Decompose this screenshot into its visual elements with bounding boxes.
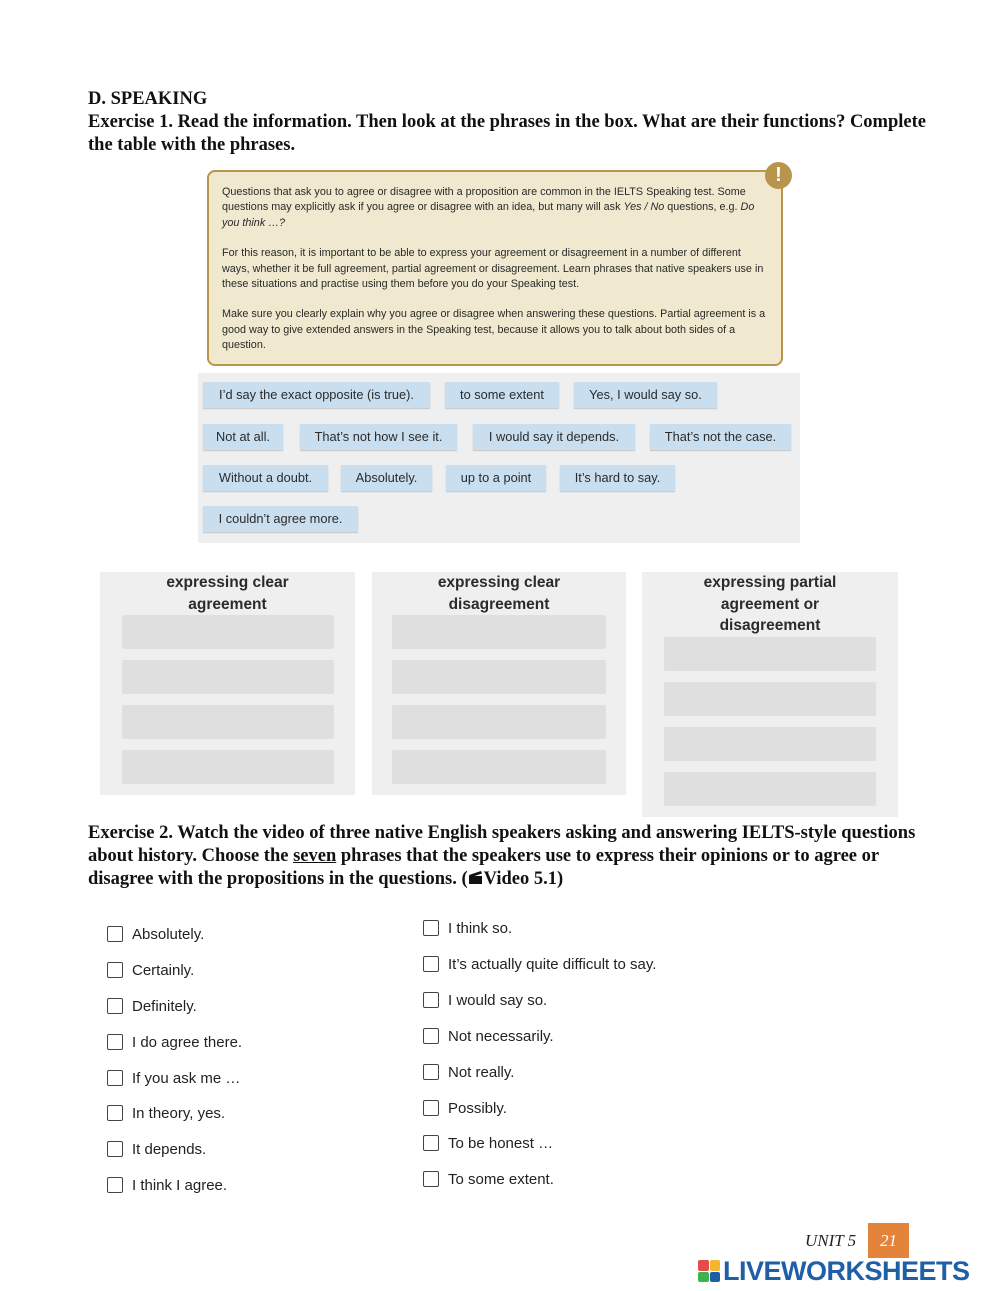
checkbox[interactable] — [423, 1100, 439, 1116]
phrase-chip[interactable]: Yes, I would say so. — [574, 382, 717, 408]
option-checkbox[interactable]: Possibly. — [423, 1097, 507, 1119]
drop-slot[interactable] — [664, 682, 876, 716]
checkbox[interactable] — [107, 962, 123, 978]
checkbox[interactable] — [107, 1070, 123, 1086]
option-checkbox[interactable]: It’s actually quite difficult to say. — [423, 953, 656, 975]
checkbox[interactable] — [107, 998, 123, 1014]
checkbox[interactable] — [107, 1141, 123, 1157]
page-number-badge: 21 — [868, 1223, 909, 1258]
option-checkbox[interactable]: To be honest … — [423, 1132, 553, 1154]
liveworksheets-logo-icon — [698, 1260, 720, 1282]
drop-slot[interactable] — [664, 727, 876, 761]
phrase-chip[interactable]: I’d say the exact opposite (is true). — [203, 382, 430, 408]
phrase-chip[interactable]: Not at all. — [203, 424, 283, 450]
info-paragraph-3: Make sure you clearly explain why you agree or disagree when answering these questions. Partial agreement is a good way to give extended answers in the Speaking test, because it allows you to talk about both sides of a question. — [222, 308, 766, 352]
column-heading: expressing partial agreement or disagreement — [703, 574, 837, 634]
column-clear-disagreement — [372, 572, 626, 795]
column-heading: expressing clear disagreement — [437, 574, 561, 613]
option-checkbox[interactable]: Not necessarily. — [423, 1025, 554, 1047]
info-box — [207, 170, 783, 366]
column-clear-agreement — [100, 572, 355, 795]
info-paragraph-2: For this reason, it is important to be able to express your agreement or disagreement in a number of different ways, whether it be full agreement, partial agreement or disagreement. Learn phrases that native speakers use in these situations and practise using them before you do your Speaking test. — [222, 247, 764, 291]
option-checkbox[interactable]: Absolutely. — [107, 923, 204, 945]
checkbox[interactable] — [423, 992, 439, 1008]
liveworksheets-logo — [698, 1257, 970, 1285]
column-partial-agreement — [642, 572, 898, 817]
drop-slot[interactable] — [664, 637, 876, 671]
checkbox[interactable] — [423, 920, 439, 936]
checkbox[interactable] — [423, 1135, 439, 1151]
film-clapper-icon — [468, 871, 483, 885]
phrase-bank — [198, 373, 800, 543]
option-checkbox[interactable]: I think so. — [423, 917, 512, 939]
exercise2-instruction: Exercise 2. Watch the video of three native English speakers asking and answering IELTS-style questions about history. Choose the seven phrases that the speakers use to express their opinions or to agree or disagree with the propositions in the questions. ( Video 5.1) — [88, 823, 916, 889]
drop-slot[interactable] — [122, 705, 334, 739]
info-paragraph-1: Questions that ask you to agree or disagree with a proposition are common in the IELTS Speaking test. Some questions may explicitly ask if you agree or disagree with an idea, but many will ask Yes / No questions, e.g. Do you think …? — [222, 186, 755, 229]
unit-label: UNIT 5 — [805, 1231, 857, 1250]
section-title: D. SPEAKING — [88, 89, 208, 109]
option-checkbox[interactable]: I would say so. — [423, 989, 547, 1011]
option-checkbox[interactable]: In theory, yes. — [107, 1102, 225, 1124]
exercise1-instruction: Exercise 1. Read the information. Then look at the phrases in the box. What are their functions? Complete the table with the phrases. — [88, 112, 926, 155]
phrase-chip[interactable]: I would say it depends. — [473, 424, 635, 450]
phrase-chip[interactable]: I couldn’t agree more. — [203, 506, 358, 532]
checkbox[interactable] — [423, 1064, 439, 1080]
option-checkbox[interactable]: Not really. — [423, 1061, 514, 1083]
option-checkbox[interactable]: I do agree there. — [107, 1031, 242, 1053]
drop-slot[interactable] — [392, 615, 606, 649]
drop-slot[interactable] — [392, 750, 606, 784]
checkbox[interactable] — [423, 956, 439, 972]
phrase-chip[interactable]: up to a point — [446, 465, 546, 491]
checkbox[interactable] — [107, 926, 123, 942]
option-checkbox[interactable]: To some extent. — [423, 1168, 554, 1190]
phrase-chip[interactable]: That’s not the case. — [650, 424, 791, 450]
checkbox[interactable] — [107, 1177, 123, 1193]
drop-slot[interactable] — [392, 705, 606, 739]
phrase-chip[interactable]: Absolutely. — [341, 465, 432, 491]
option-checkbox[interactable]: If you ask me … — [107, 1067, 240, 1089]
drop-slot[interactable] — [122, 615, 334, 649]
checkbox[interactable] — [423, 1171, 439, 1187]
phrase-chip[interactable]: That’s not how I see it. — [300, 424, 457, 450]
drop-slot[interactable] — [122, 750, 334, 784]
checkbox[interactable] — [107, 1105, 123, 1121]
option-checkbox[interactable]: Certainly. — [107, 959, 194, 981]
checkbox[interactable] — [423, 1028, 439, 1044]
option-checkbox[interactable]: I think I agree. — [107, 1174, 227, 1196]
option-checkbox[interactable]: Definitely. — [107, 995, 197, 1017]
drop-slot[interactable] — [392, 660, 606, 694]
option-checkbox[interactable]: It depends. — [107, 1138, 206, 1160]
column-heading: expressing clear agreement — [166, 574, 289, 613]
phrase-chip[interactable]: to some extent — [445, 382, 559, 408]
phrase-chip[interactable]: It’s hard to say. — [560, 465, 675, 491]
alert-icon: ! — [765, 162, 792, 189]
checkbox[interactable] — [107, 1034, 123, 1050]
liveworksheets-brand-text: LIVEWORKSHEETS — [723, 1256, 970, 1286]
drop-slot[interactable] — [122, 660, 334, 694]
drop-slot[interactable] — [664, 772, 876, 806]
phrase-chip[interactable]: Without a doubt. — [203, 465, 328, 491]
